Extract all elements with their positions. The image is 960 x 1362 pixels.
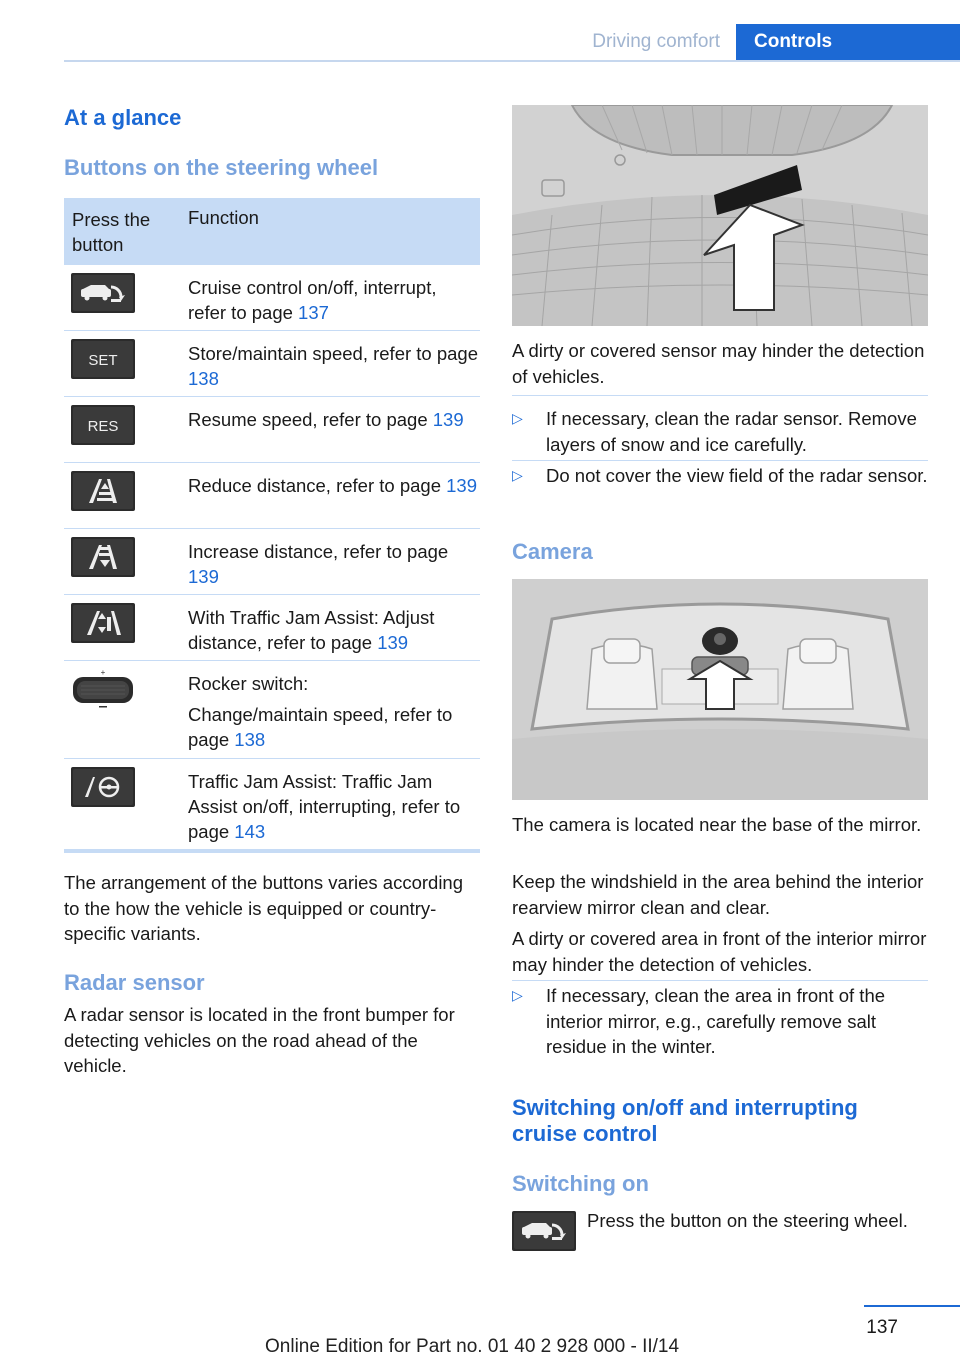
row-text: Store/maintain speed, refer to page — [188, 343, 479, 364]
table-row — [64, 396, 480, 462]
radar-paragraph: A radar sensor is located in the front bumper for detecting vehicles on the road ahead of the vehicle. — [64, 1004, 455, 1076]
bullet-arrow-icon: ▷ — [512, 410, 523, 426]
separator — [512, 460, 928, 461]
footer-rule — [864, 1305, 960, 1307]
sensor-bullet-1: ▷ If necessary, clean the radar sensor. Remove layers of snow and ice carefully. — [512, 408, 917, 455]
row-text-rocker-title: Rocker switch: — [188, 673, 309, 694]
traffic-jam-assist-button-icon — [71, 767, 135, 807]
row-text: Resume speed, refer to page — [188, 409, 433, 430]
page-link[interactable]: 137 — [298, 302, 329, 323]
heading-switching-cruise-control: Switching on/off and interrupting cruise control — [512, 1095, 858, 1146]
reduce-distance-button-icon — [71, 471, 135, 511]
camera-paragraph-3: A dirty or covered area in front of the interior mirror may hinder the detection of vehicles. — [512, 928, 927, 975]
row-text: Cruise control on/off, interrupt, refer to page — [188, 277, 437, 323]
table-row — [64, 528, 480, 594]
header-rule — [64, 60, 960, 62]
heading-switching-on: Switching on — [512, 1171, 649, 1196]
table-row — [64, 594, 480, 660]
page-link[interactable]: 139 — [188, 566, 219, 587]
page-link[interactable]: 143 — [234, 821, 266, 842]
res-button-icon — [71, 405, 135, 445]
res-label: RES — [87, 418, 119, 435]
sensor-caption: A dirty or covered sensor may hinder the detection of vehicles. — [512, 340, 925, 387]
page-link[interactable]: 138 — [234, 729, 266, 750]
table-row — [64, 330, 480, 396]
separator — [512, 395, 928, 396]
row-text: With Traffic Jam Assist: Adjust distance, refer to page — [188, 607, 435, 653]
table-row — [64, 660, 480, 758]
camera-image — [512, 579, 928, 800]
page-link[interactable]: 138 — [188, 368, 219, 389]
page-link[interactable]: 139 — [446, 475, 478, 496]
heading-camera: Camera — [512, 539, 593, 564]
header-tab-controls: Controls — [736, 24, 960, 62]
svg-text:+: + — [100, 669, 106, 677]
table-bottom-rule — [64, 849, 480, 853]
page-link[interactable]: 139 — [377, 632, 409, 653]
row-text: Change/maintain speed, refer to page — [188, 704, 453, 750]
row-text: Traffic Jam Assist: Traffic Jam Assist on/off, interrupting, refer to page — [188, 771, 461, 842]
heading-radar-sensor: Radar sensor — [64, 970, 205, 995]
row-text: Increase distance, refer to page — [188, 541, 449, 562]
radar-sensor-image — [512, 105, 928, 326]
camera-paragraph-1: The camera is located near the base of the mirror. — [512, 814, 922, 835]
bullet-arrow-icon: ▷ — [512, 467, 523, 483]
heading-at-a-glance: At a glance — [64, 105, 182, 130]
table-header-function: Function — [188, 207, 259, 228]
table-row — [64, 758, 480, 849]
bullet-arrow-icon: ▷ — [512, 987, 523, 1003]
rocker-switch-icon — [71, 669, 135, 709]
sensor-bullet-2: ▷ Do not cover the view field of the radar sensor. — [512, 463, 930, 515]
camera-bullet: ▷ If necessary, clean the area in front of the interior mirror, e.g., carefully remove salt residue in the winter. — [512, 985, 886, 1057]
switching-on-text: Press the button on the steering wheel. — [587, 1210, 908, 1231]
set-button-icon — [71, 339, 135, 379]
header-section: Driving comfort — [592, 31, 720, 52]
page-link[interactable]: 139 — [432, 409, 464, 430]
traffic-jam-distance-button-icon — [71, 603, 135, 643]
table-row — [64, 462, 480, 528]
page-number: 137 — [866, 1317, 898, 1338]
arrangement-paragraph: The arrangement of the buttons varies according to the how the vehicle is equipped or country-specific variants. — [64, 872, 464, 944]
table-header — [64, 198, 480, 264]
table-row — [64, 264, 480, 330]
edition-note: Online Edition for Part no. 01 40 2 928 000 - II/14 — [265, 1336, 680, 1357]
table-header-press: Press the button — [72, 209, 151, 255]
set-label: SET — [88, 352, 118, 369]
row-text: Reduce distance, refer to page — [188, 475, 447, 496]
cruise-control-button-icon — [71, 273, 135, 313]
increase-distance-button-icon — [71, 537, 135, 577]
buttons-table — [64, 198, 480, 853]
separator — [512, 980, 928, 981]
cruise-control-button-icon — [512, 1211, 576, 1251]
camera-paragraph-2: Keep the windshield in the area behind the interior rearview mirror clean and clear. — [512, 871, 924, 918]
heading-buttons-steering-wheel: Buttons on the steering wheel — [64, 155, 379, 180]
